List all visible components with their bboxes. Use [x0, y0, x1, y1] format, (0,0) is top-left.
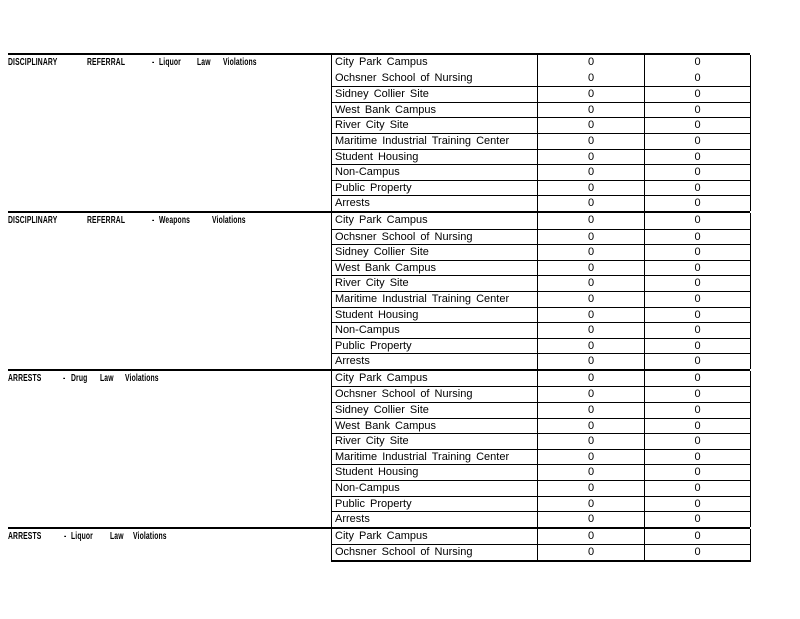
table-row	[332, 322, 750, 338]
value-cell: 0	[644, 230, 750, 245]
section-header-word: Liquor	[159, 57, 181, 68]
section-header-word: Drug	[71, 372, 88, 384]
value-cell: 0	[644, 292, 750, 307]
table-row	[332, 371, 750, 387]
section-header-word: REFERRAL	[87, 57, 126, 68]
location-cell: Ochsner School of Nursing	[332, 71, 538, 87]
location-cell: Arrests	[332, 196, 538, 211]
value-cell: 0	[644, 55, 750, 71]
section-header-word: -	[64, 530, 67, 542]
table-row	[332, 307, 750, 323]
table-row	[332, 496, 750, 512]
section-rows	[331, 371, 751, 527]
value-cell: 0	[587, 388, 595, 401]
value-cell: 0	[644, 419, 750, 434]
value-cell: 0	[587, 482, 595, 495]
section-rows	[331, 55, 751, 211]
value-cell: 0	[644, 213, 750, 229]
value-cell: 0	[587, 404, 595, 417]
value-cell: 0	[587, 371, 595, 384]
location-cell: Arrests	[332, 512, 538, 527]
value-cell: 0	[587, 230, 595, 243]
table-row	[332, 213, 750, 229]
section-header-word: Law	[197, 57, 211, 68]
section-header-word: DISCIPLINARY	[8, 214, 58, 226]
location-cell: River City Site	[332, 434, 538, 449]
table-row	[332, 102, 750, 118]
value-cell: 0	[587, 134, 595, 147]
section-header-word: Law	[110, 530, 124, 542]
section	[8, 211, 750, 369]
section-header-word: Violations	[133, 530, 167, 542]
location-cell: River City Site	[332, 118, 538, 133]
table-row	[332, 244, 750, 260]
section-header-word: ARRESTS	[8, 372, 42, 384]
location-cell: Arrests	[332, 354, 538, 369]
section-header-word: Violations	[212, 214, 246, 226]
value-cell: 0	[644, 181, 750, 196]
section-header-word: ARRESTS	[8, 530, 42, 542]
section-header-word: Law	[100, 372, 114, 384]
value-cell: 0	[587, 213, 595, 226]
table-row	[332, 195, 750, 211]
table-row	[332, 386, 750, 402]
table-row	[332, 433, 750, 449]
table-row	[332, 117, 750, 133]
value-cell: 0	[644, 450, 750, 465]
value-cell: 0	[644, 118, 750, 133]
table-row	[332, 402, 750, 418]
value-cell: 0	[587, 466, 595, 479]
table-row	[332, 275, 750, 291]
value-cell: 0	[644, 434, 750, 449]
value-cell: 0	[587, 197, 595, 210]
location-cell: Student Housing	[332, 308, 538, 323]
location-cell: Maritime Industrial Training Center	[332, 134, 538, 149]
value-cell: 0	[644, 165, 750, 180]
value-cell: 0	[644, 545, 750, 560]
table-row	[332, 260, 750, 276]
location-cell: Student Housing	[332, 150, 538, 165]
section-header-word: Violations	[125, 372, 159, 384]
table-row	[332, 338, 750, 354]
value-cell: 0	[644, 371, 750, 387]
value-cell: 0	[587, 261, 595, 274]
section	[8, 369, 750, 527]
value-cell: 0	[644, 261, 750, 276]
value-cell: 0	[644, 150, 750, 165]
value-cell: 0	[587, 497, 595, 510]
table-row	[332, 180, 750, 196]
location-cell: Non-Campus	[332, 323, 538, 338]
location-cell: Student Housing	[332, 465, 538, 480]
value-cell: 0	[587, 150, 595, 163]
location-cell: City Park Campus	[332, 55, 538, 71]
location-cell: Maritime Industrial Training Center	[332, 292, 538, 307]
value-cell: 0	[587, 529, 595, 542]
location-cell: Non-Campus	[332, 481, 538, 496]
value-cell: 0	[644, 497, 750, 512]
location-cell: Maritime Industrial Training Center	[332, 450, 538, 465]
table-row	[332, 71, 750, 87]
value-cell: 0	[644, 403, 750, 418]
section-header-word: DISCIPLINARY	[8, 57, 58, 68]
value-cell: 0	[644, 276, 750, 291]
location-cell: Ochsner School of Nursing	[332, 230, 538, 245]
location-cell: Public Property	[332, 181, 538, 196]
value-cell: 0	[587, 56, 595, 68]
value-cell: 0	[644, 529, 750, 545]
location-cell: Public Property	[332, 497, 538, 512]
location-cell: Sidney Collier Site	[332, 245, 538, 260]
value-cell: 0	[644, 354, 750, 369]
location-cell: Sidney Collier Site	[332, 87, 538, 102]
location-cell: Public Property	[332, 339, 538, 354]
location-cell: West Bank Campus	[332, 261, 538, 276]
value-cell: 0	[587, 435, 595, 448]
section-header-word: REFERRAL	[87, 214, 126, 226]
table-row	[332, 149, 750, 165]
value-cell: 0	[644, 245, 750, 260]
table-row	[332, 353, 750, 369]
value-cell: 0	[587, 103, 595, 116]
location-cell: City Park Campus	[332, 529, 538, 545]
section-header	[8, 55, 331, 211]
location-cell: City Park Campus	[332, 371, 538, 387]
location-cell: Sidney Collier Site	[332, 403, 538, 418]
section-header-word: Violations	[223, 57, 257, 68]
value-cell: 0	[587, 292, 595, 305]
value-cell: 0	[587, 308, 595, 321]
value-cell: 0	[644, 323, 750, 338]
location-cell: West Bank Campus	[332, 103, 538, 118]
table-row	[332, 529, 750, 545]
value-cell: 0	[587, 88, 595, 101]
value-cell: 0	[644, 465, 750, 480]
table-row	[332, 464, 750, 480]
section-header	[8, 529, 331, 562]
location-cell: Ochsner School of Nursing	[332, 387, 538, 402]
section-rows	[331, 213, 751, 369]
table-row	[332, 480, 750, 496]
table-row	[332, 86, 750, 102]
section-header-word: Liquor	[71, 530, 93, 542]
value-cell: 0	[587, 339, 595, 352]
location-cell: City Park Campus	[332, 213, 538, 229]
value-cell: 0	[587, 546, 595, 559]
section-rows	[331, 529, 751, 562]
section-header-word: Weapons	[159, 214, 191, 226]
table-row	[332, 418, 750, 434]
value-cell: 0	[644, 196, 750, 211]
value-cell: 0	[587, 71, 595, 84]
table-row	[332, 164, 750, 180]
table-row	[332, 229, 750, 245]
value-cell: 0	[587, 450, 595, 463]
value-cell: 0	[644, 387, 750, 402]
table-row	[332, 544, 750, 560]
table-row	[332, 449, 750, 465]
value-cell: 0	[644, 481, 750, 496]
value-cell: 0	[644, 87, 750, 102]
section	[8, 53, 750, 211]
location-cell: River City Site	[332, 276, 538, 291]
value-cell: 0	[587, 324, 595, 337]
value-cell: 0	[587, 166, 595, 179]
value-cell: 0	[644, 512, 750, 527]
value-cell: 0	[644, 308, 750, 323]
value-cell: 0	[587, 513, 595, 526]
table-row	[332, 55, 750, 71]
value-cell: 0	[587, 419, 595, 432]
location-cell: Non-Campus	[332, 165, 538, 180]
value-cell: 0	[587, 355, 595, 368]
section-header	[8, 213, 331, 369]
section-header-word: -	[152, 214, 155, 226]
section-header-word: -	[152, 57, 155, 68]
section-header-word: -	[63, 372, 66, 384]
table-row	[332, 291, 750, 307]
table-row	[332, 133, 750, 149]
section-header	[8, 371, 331, 527]
table-row	[332, 511, 750, 527]
location-cell: Ochsner School of Nursing	[332, 545, 538, 560]
location-cell: West Bank Campus	[332, 419, 538, 434]
section	[8, 527, 750, 562]
value-cell: 0	[587, 119, 595, 132]
value-cell: 0	[644, 339, 750, 354]
value-cell: 0	[587, 181, 595, 194]
value-cell: 0	[644, 134, 750, 149]
value-cell: 0	[587, 246, 595, 259]
crime-stats-table	[8, 53, 750, 562]
value-cell: 0	[644, 103, 750, 118]
value-cell: 0	[644, 71, 750, 87]
value-cell: 0	[587, 277, 595, 290]
